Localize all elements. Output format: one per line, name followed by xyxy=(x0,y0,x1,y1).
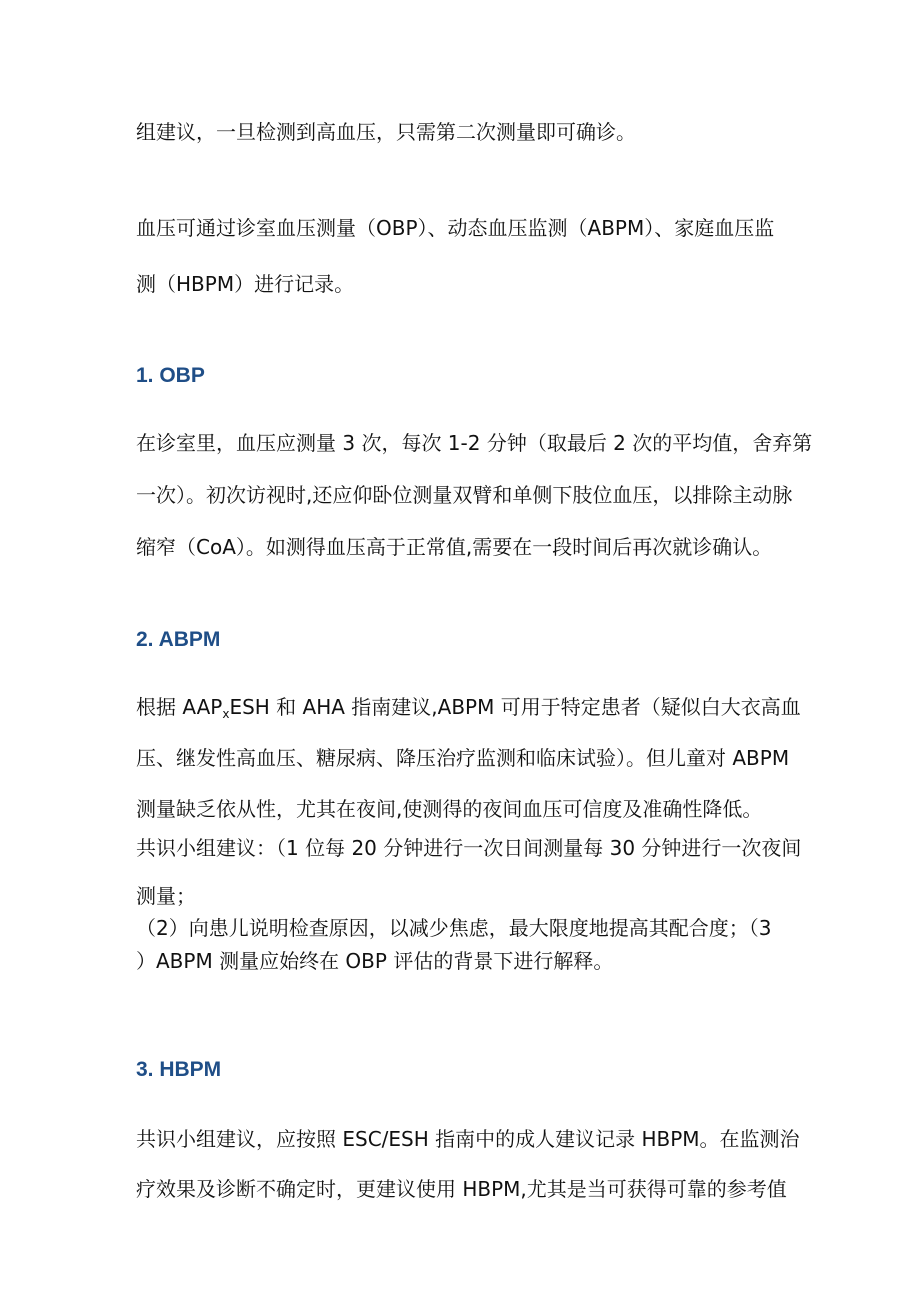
paragraph-abpm xyxy=(136,693,806,975)
text-line: 缩窄（CoA）。如测得血压高于正常值,需要在一段时间后再次就诊确认。 xyxy=(136,535,773,559)
section-heading-abpm: 2. ABPM xyxy=(136,628,221,651)
text-fragment: 根据 AAP xyxy=(136,695,223,719)
text-line: 一次）。初次访视时,还应仰卧位测量双臂和单侧下肢位血压，以排除主动脉 xyxy=(136,483,793,507)
paragraph-hbpm xyxy=(136,1125,806,1203)
text-line: ）ABPM 测量应始终在 OBP 评估的背景下进行解释。 xyxy=(136,949,614,973)
section-heading-hbpm: 3. HBPM xyxy=(136,1058,222,1081)
text-line: 测量缺乏依从性，尤其在夜间,使测得的夜间血压可信度及准确性降低。 xyxy=(136,797,763,821)
text-line: 压、继发性高血压、糖尿病、降压治疗监测和临床试验）。但儿童对 ABPM xyxy=(136,746,790,770)
text-line: 测（HBPM）进行记录。 xyxy=(136,272,355,296)
text-line: 疗效果及诊断不确定时，更建议使用 HBPM,尤其是当可获得可靠的参考值 xyxy=(136,1177,787,1201)
paragraph-obp xyxy=(136,429,813,561)
paragraph-recording-methods xyxy=(136,214,806,298)
text-line: （2）向患儿说明检查原因，以减少焦虑，最大限度地提高其配合度；（3 xyxy=(136,916,772,940)
paragraph-diagnosis-confirmation xyxy=(136,118,806,146)
subscript-text: x xyxy=(222,707,230,721)
text-line: 组建议，一旦检测到高血压，只需第二次测量即可确诊。 xyxy=(136,120,636,144)
section-heading-obp: 1. OBP xyxy=(136,364,205,387)
text-line xyxy=(136,693,806,721)
text-line: 共识小组建议：（1 位每 20 分钟进行一次日间测量每 30 分钟进行一次夜间 xyxy=(136,836,802,860)
text-line: 共识小组建议，应按照 ESC/ESH 指南中的成人建议记录 HBPM。在监测治 xyxy=(136,1127,800,1151)
text-fragment: ESH 和 AHA 指南建议,ABPM 可用于特定患者（疑似白大衣高血 xyxy=(229,695,801,719)
text-line: 在诊室里，血压应测量 3 次，每次 1-2 分钟（取最后 2 次的平均值，舍弃第 xyxy=(136,431,813,455)
text-line: 测量； xyxy=(136,884,196,908)
text-line: 血压可通过诊室血压测量（OBP）、动态血压监测（ABPM）、家庭血压监 xyxy=(136,216,775,240)
